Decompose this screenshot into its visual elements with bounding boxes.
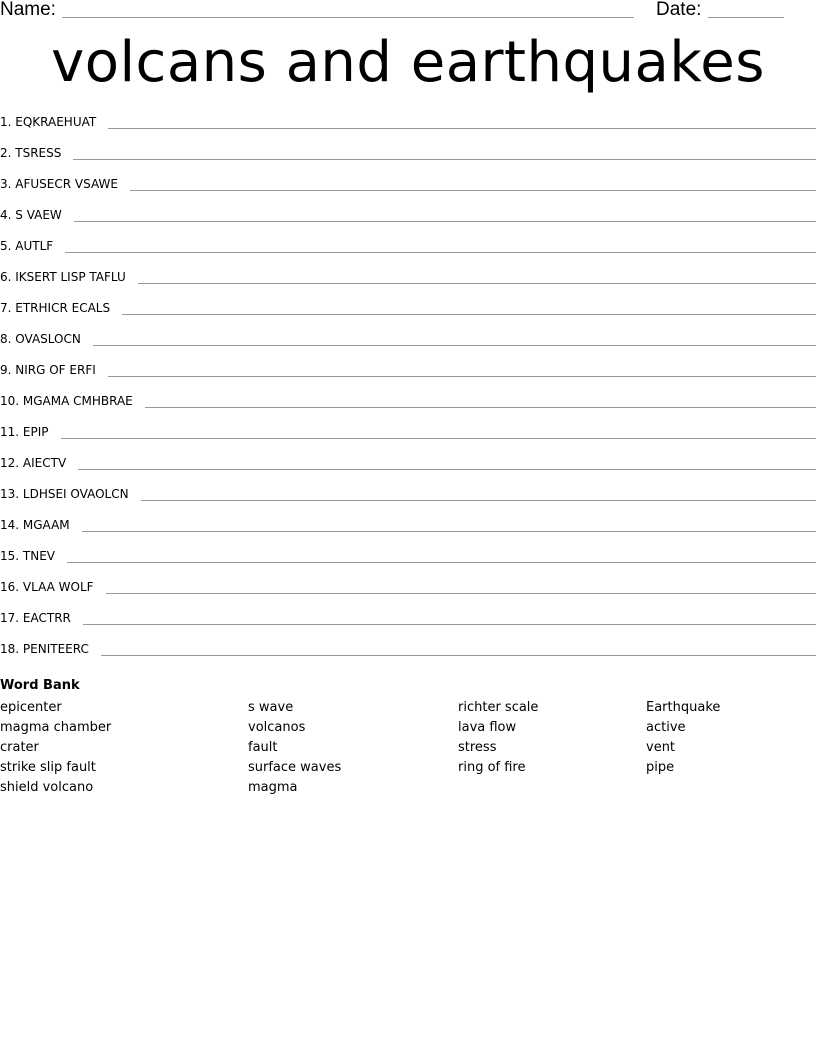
scramble-item-text: 9. NIRG OF ERFI — [0, 363, 96, 377]
word-bank-word: richter scale — [458, 700, 539, 715]
scramble-item-text: 6. IKSERT LISP TAFLU — [0, 270, 126, 284]
scramble-item — [0, 453, 816, 484]
header — [0, 0, 816, 22]
answer-line[interactable] — [108, 128, 816, 129]
answer-line[interactable] — [61, 438, 816, 439]
word-bank-word: epicenter — [0, 700, 62, 715]
scramble-item-text: 10. MGAMA CMHBRAE — [0, 394, 133, 408]
scramble-item — [0, 484, 816, 515]
word-bank-word: vent — [646, 740, 676, 755]
scramble-item — [0, 329, 816, 360]
word-bank-column — [458, 698, 538, 778]
answer-line[interactable] — [93, 345, 816, 346]
word-bank-column — [248, 698, 341, 798]
scramble-item-text: 5. AUTLF — [0, 239, 54, 253]
scramble-item — [0, 546, 816, 577]
name-field-line — [62, 17, 634, 18]
scramble-item — [0, 577, 816, 608]
word-bank-word: crater — [0, 740, 39, 755]
name-label: Name: — [0, 0, 56, 20]
word-bank-word: ring of fire — [458, 760, 526, 775]
answer-line[interactable] — [65, 252, 816, 253]
scramble-item — [0, 143, 816, 174]
scramble-item-text: 13. LDHSEI OVAOLCN — [0, 487, 129, 501]
date-label: Date: — [656, 0, 702, 20]
scramble-item — [0, 205, 816, 236]
answer-line[interactable] — [108, 376, 816, 377]
answer-line[interactable] — [141, 500, 816, 501]
scramble-item — [0, 391, 816, 422]
answer-line[interactable] — [130, 190, 816, 191]
word-bank-word: s wave — [248, 700, 294, 715]
word-bank-word: Earthquake — [646, 700, 721, 715]
scramble-item — [0, 298, 816, 329]
scramble-list — [0, 112, 816, 670]
word-bank-column — [646, 698, 720, 778]
word-bank-word: volcanos — [248, 720, 306, 735]
answer-line[interactable] — [83, 624, 816, 625]
scramble-item-text: 14. MGAAM — [0, 518, 70, 532]
scramble-item-text: 15. TNEV — [0, 549, 55, 563]
scramble-item — [0, 608, 816, 639]
scramble-item-text: 1. EQKRAEHUAT — [0, 115, 97, 129]
word-bank-word: stress — [458, 740, 497, 755]
word-bank-word: active — [646, 720, 686, 735]
scramble-item-text: 18. PENITEERC — [0, 642, 89, 656]
word-bank-word: lava flow — [458, 720, 517, 735]
scramble-item-text: 17. EACTRR — [0, 611, 71, 625]
scramble-item-text: 3. AFUSECR VSAWE — [0, 177, 118, 191]
answer-line[interactable] — [101, 655, 816, 656]
page-title: volcans and earthquakes — [51, 30, 765, 95]
date-field-line — [708, 17, 784, 18]
scramble-item-text: 7. ETRHICR ECALS — [0, 301, 111, 315]
scramble-item — [0, 174, 816, 205]
word-bank-word: strike slip fault — [0, 760, 96, 775]
answer-line[interactable] — [138, 283, 816, 284]
scramble-item-text: 2. TSRESS — [0, 146, 62, 160]
answer-line[interactable] — [67, 562, 816, 563]
scramble-item-text: 4. S VAEW — [0, 208, 62, 222]
word-bank-word: fault — [248, 740, 278, 755]
answer-line[interactable] — [82, 531, 816, 532]
answer-line[interactable] — [78, 469, 816, 470]
answer-line[interactable] — [122, 314, 816, 315]
scramble-item — [0, 515, 816, 546]
answer-line[interactable] — [106, 593, 816, 594]
scramble-item — [0, 639, 816, 670]
word-bank-column — [0, 698, 111, 798]
word-bank-word: magma chamber — [0, 720, 112, 735]
scramble-item — [0, 360, 816, 391]
scramble-item — [0, 267, 816, 298]
scramble-item-text: 11. EPIP — [0, 425, 49, 439]
scramble-item — [0, 236, 816, 267]
scramble-item — [0, 422, 816, 453]
word-bank-word: surface waves — [248, 760, 342, 775]
answer-line[interactable] — [73, 159, 816, 160]
word-bank-word: pipe — [646, 760, 675, 775]
word-bank-title: Word Bank — [0, 678, 80, 693]
answer-line[interactable] — [145, 407, 816, 408]
word-bank-word: shield volcano — [0, 780, 94, 795]
scramble-item-text: 8. OVASLOCN — [0, 332, 81, 346]
scramble-item — [0, 112, 816, 143]
scramble-item-text: 16. VLAA WOLF — [0, 580, 94, 594]
scramble-item-text: 12. AIECTV — [0, 456, 67, 470]
word-bank-word: magma — [248, 780, 298, 795]
answer-line[interactable] — [74, 221, 816, 222]
